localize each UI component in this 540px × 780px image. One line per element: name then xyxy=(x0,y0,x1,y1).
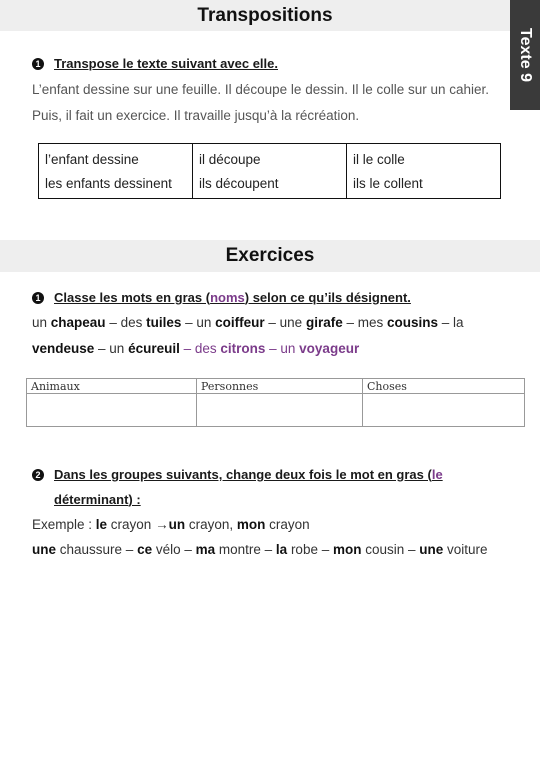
word-separator: – la xyxy=(438,315,464,330)
bold-word: ce xyxy=(137,542,153,557)
question-text-end: ) selon ce qu’ils désignent. xyxy=(244,290,411,305)
bold-word: ma xyxy=(195,542,216,557)
word-separator: chaussure – xyxy=(56,542,138,557)
answer-cell[interactable] xyxy=(197,394,363,427)
table-cell: l’enfant dessine xyxy=(39,144,193,172)
bold-word: une xyxy=(419,542,444,557)
bold-word: mon xyxy=(332,542,362,557)
word-separator: – un xyxy=(181,315,216,330)
keyword-highlight: le xyxy=(431,467,443,482)
word-separator: – des xyxy=(179,341,221,356)
word-separator: – un xyxy=(265,341,300,356)
table-cell: ils le collent xyxy=(347,171,501,199)
question-number-badge: 1 xyxy=(32,58,44,70)
table-row xyxy=(27,394,525,427)
bold-word: une xyxy=(32,542,57,557)
transposition-table xyxy=(38,143,501,199)
example-text: crayon → xyxy=(107,517,169,532)
keyword-highlight: noms xyxy=(210,290,245,305)
word-separator: cousin – xyxy=(361,542,420,557)
column-header-personnes: Personnes xyxy=(197,379,363,394)
example-text: crayon xyxy=(265,517,310,532)
word-list-line-1 xyxy=(32,315,464,330)
word-list-line-2 xyxy=(32,341,359,356)
bold-word: cousins xyxy=(386,315,438,330)
question-text-start: Dans les groupes suivants, change deux fois le mot en gras ( xyxy=(54,467,432,482)
bold-word: voyageur xyxy=(299,341,360,356)
word-separator: montre – xyxy=(215,542,276,557)
section-title: Exercices xyxy=(225,245,315,266)
column-header-animaux: Animaux xyxy=(27,379,197,394)
example-label: Exemple : xyxy=(32,517,96,532)
example-word: mon xyxy=(236,517,266,532)
word-separator: – une xyxy=(264,315,306,330)
table-cell: il le colle xyxy=(347,144,501,172)
table-cell: ils découpent xyxy=(193,171,347,199)
page-title: Transpositions xyxy=(197,5,333,26)
bold-word: citrons xyxy=(220,341,266,356)
exercices-header xyxy=(0,240,540,272)
question-transpose xyxy=(32,56,278,71)
bold-word: girafe xyxy=(305,315,343,330)
column-header-choses: Choses xyxy=(363,379,525,394)
question-number-badge: 2 xyxy=(32,469,44,481)
example-word: le xyxy=(95,517,108,532)
word-separator: voiture xyxy=(443,542,488,557)
word-separator: – des xyxy=(105,315,147,330)
answer-cell[interactable] xyxy=(27,394,197,427)
example-word: un xyxy=(168,517,186,532)
word-separator: – un xyxy=(94,341,129,356)
question-number-badge: 1 xyxy=(32,292,44,304)
transpositions-header xyxy=(0,0,540,31)
question-text-start: Classe les mots en gras ( xyxy=(54,290,211,305)
bold-word: chapeau xyxy=(50,315,106,330)
determinant-word-line xyxy=(32,542,488,557)
bold-word: écureuil xyxy=(128,341,180,356)
question-classify xyxy=(32,290,411,305)
example-line xyxy=(32,517,310,532)
keyword-highlight: déterminant xyxy=(54,492,129,507)
bold-word: la xyxy=(275,542,288,557)
table-cell: il découpe xyxy=(193,144,347,172)
question-text: Transpose le texte suivant avec elle. xyxy=(54,56,279,71)
question-determinant-continued xyxy=(54,492,141,507)
word-separator: robe – xyxy=(287,542,333,557)
classification-table xyxy=(26,378,525,427)
bold-word: coiffeur xyxy=(215,315,265,330)
table-cell: les enfants dessinent xyxy=(39,171,193,199)
bold-word: vendeuse xyxy=(32,341,95,356)
source-text-line-2: Puis, il fait un exercice. Il travaille jusqu’à la récréation. xyxy=(32,108,360,123)
word-separator: un xyxy=(32,315,51,330)
word-separator: vélo – xyxy=(152,542,196,557)
table-row xyxy=(39,171,501,199)
word-separator: – mes xyxy=(342,315,387,330)
source-text-line-1: L’enfant dessine sur une feuille. Il découpe le dessin. Il le colle sur un cahier. xyxy=(32,82,490,97)
answer-cell[interactable] xyxy=(363,394,525,427)
table-row xyxy=(39,144,501,172)
question-determinant xyxy=(32,467,443,482)
side-tab xyxy=(510,0,540,110)
bold-word: tuiles xyxy=(146,315,182,330)
example-text: crayon, xyxy=(185,517,237,532)
question-text-end: ) : xyxy=(128,492,141,507)
table-header-row xyxy=(27,379,525,394)
side-tab-label: Texte 9 xyxy=(517,28,534,82)
